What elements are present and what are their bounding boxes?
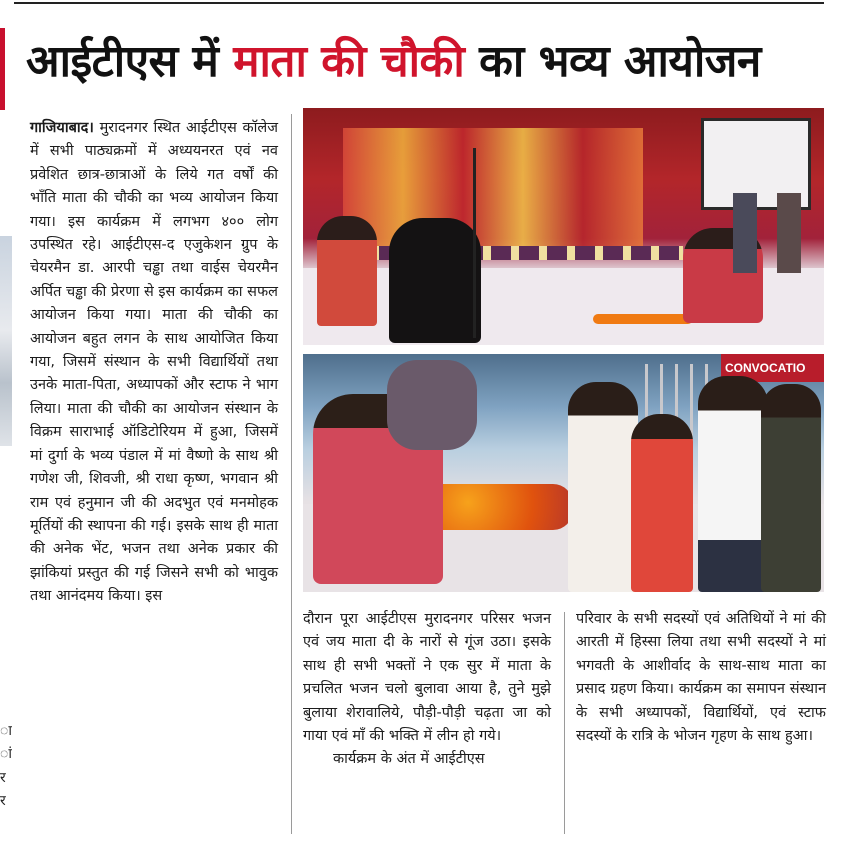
photo-mic-stand — [473, 148, 476, 338]
photo-marigold-garland — [593, 314, 693, 324]
article-column-1 — [30, 117, 278, 837]
headline-part2: का भव्य आयोजन — [479, 36, 761, 87]
headline-accent: माता की चौकी — [233, 36, 465, 87]
column-2-paragraph-2: कार्यक्रम के अंत में आईटीएस — [333, 751, 485, 768]
photo-marigold-pile — [423, 484, 573, 530]
column-divider-1 — [291, 114, 292, 834]
photo-singer-black — [389, 218, 481, 343]
photo-bending-man — [387, 360, 477, 450]
photo-prasad-offering — [303, 354, 824, 592]
top-rule — [14, 2, 824, 4]
photo-man-white-shirt — [698, 376, 768, 592]
previous-column-edge — [0, 236, 12, 446]
headline — [26, 24, 826, 100]
headline-accent-bar — [0, 28, 5, 110]
previous-column-text-fragments: ा ां र र — [0, 723, 12, 810]
column-2-text: दौरान पूरा आईटीएस मुरादनगर परिसर भजन एवं जय माता दी के नारों से गूंज उठा। इसके साथ ही सभी भक्तों ने एक सुर में माता के प्रचलित भजन चलो बुलावा आया है, तुने मुझे बुलाया शेरावालिये, पौड़ी-पौड़ी चढ़ता जा को गाया एवं माँ की भक्ति में लीन हो गये। — [303, 611, 551, 745]
article-column-2 — [303, 608, 551, 836]
photo-singer-left — [317, 216, 377, 326]
column-1-text: मुरादनगर स्थित आईटीएस कॉलेज में सभी पाठ्यक्रमों में अध्ययनरत एवं नव प्रवेशित छात्र-छात्राओं के लिये गत वर्षों की भाँति माता की चौकी का भव्य आयोजन किया गया। इस कार्यक्रम में लगभग ४०० लोग उपस्थित रहे। आईटीएस-द एजुकेशन ग्रुप के चेयरमैन डा. आरपी चड्ढा तथा वाईस चेयरमैन अर्पित चड्ढा की प्रेरणा से इस कार्यक्रम का सफल आयोजन किया गया। माता की चौकी का आयोजन बहुत लगन के साथ आयोजित किया गया, जिसमें संस्थान के सभी विद्यार्थियों तथा उनके माता-पिता, अध्यापकों और स्टाफ ने भाग लिया। माता की चौकी का आयोजन संस्थान के विक्रम साराभाई ऑडिटोरियम में हुआ, जिसमें मां दुर्गा के भव्य पंडाल में मां वैष्णो के साथ श्री गणेश जी, शिवजी, श्री राधा कृष्ण, भगवान श्री राम एवं हनुमान जी की अदभुत एवं मनमोहक मूर्तियों की स्थापना की गई। इसके साथ ही माता की अनेक भेंट, भजन तथा अनेक प्रकार की झांकियां प्रस्तुत की गई जिसने सभी को भावुक तथा आनंदमय किया। इस — [30, 120, 278, 605]
photo-man-white-kurta — [568, 382, 638, 592]
photo-stage-lights — [323, 246, 683, 260]
article-column-3 — [576, 608, 826, 836]
column-3-text: परिवार के सभी सदस्यों एवं अतिथियों ने मां की आरती में हिस्सा लिया तथा सभी सदस्यों ने मां भगवती के आशीर्वाद के साथ-साथ माता का प्रसाद ग्रहण किया। कार्यक्रम का समापन संस्थान के सभी अध्यापकों, विद्यार्थियों, एवं स्टाफ सदस्यों के रात्रि के भोजन गृहण के साथ हुआ। — [576, 611, 826, 745]
photo-man-dark-shirt — [761, 384, 821, 592]
photo-banner-text: CONVOCATIO — [725, 361, 806, 375]
photo-pandal-stage — [303, 108, 824, 345]
photo-woman-red — [631, 414, 693, 592]
column-divider-2 — [564, 612, 565, 834]
photo-standing-people — [733, 193, 813, 273]
headline-part1: आईटीएस में — [26, 36, 219, 87]
dateline: गाजियाबाद। — [30, 120, 94, 136]
photo-deities — [343, 128, 643, 246]
